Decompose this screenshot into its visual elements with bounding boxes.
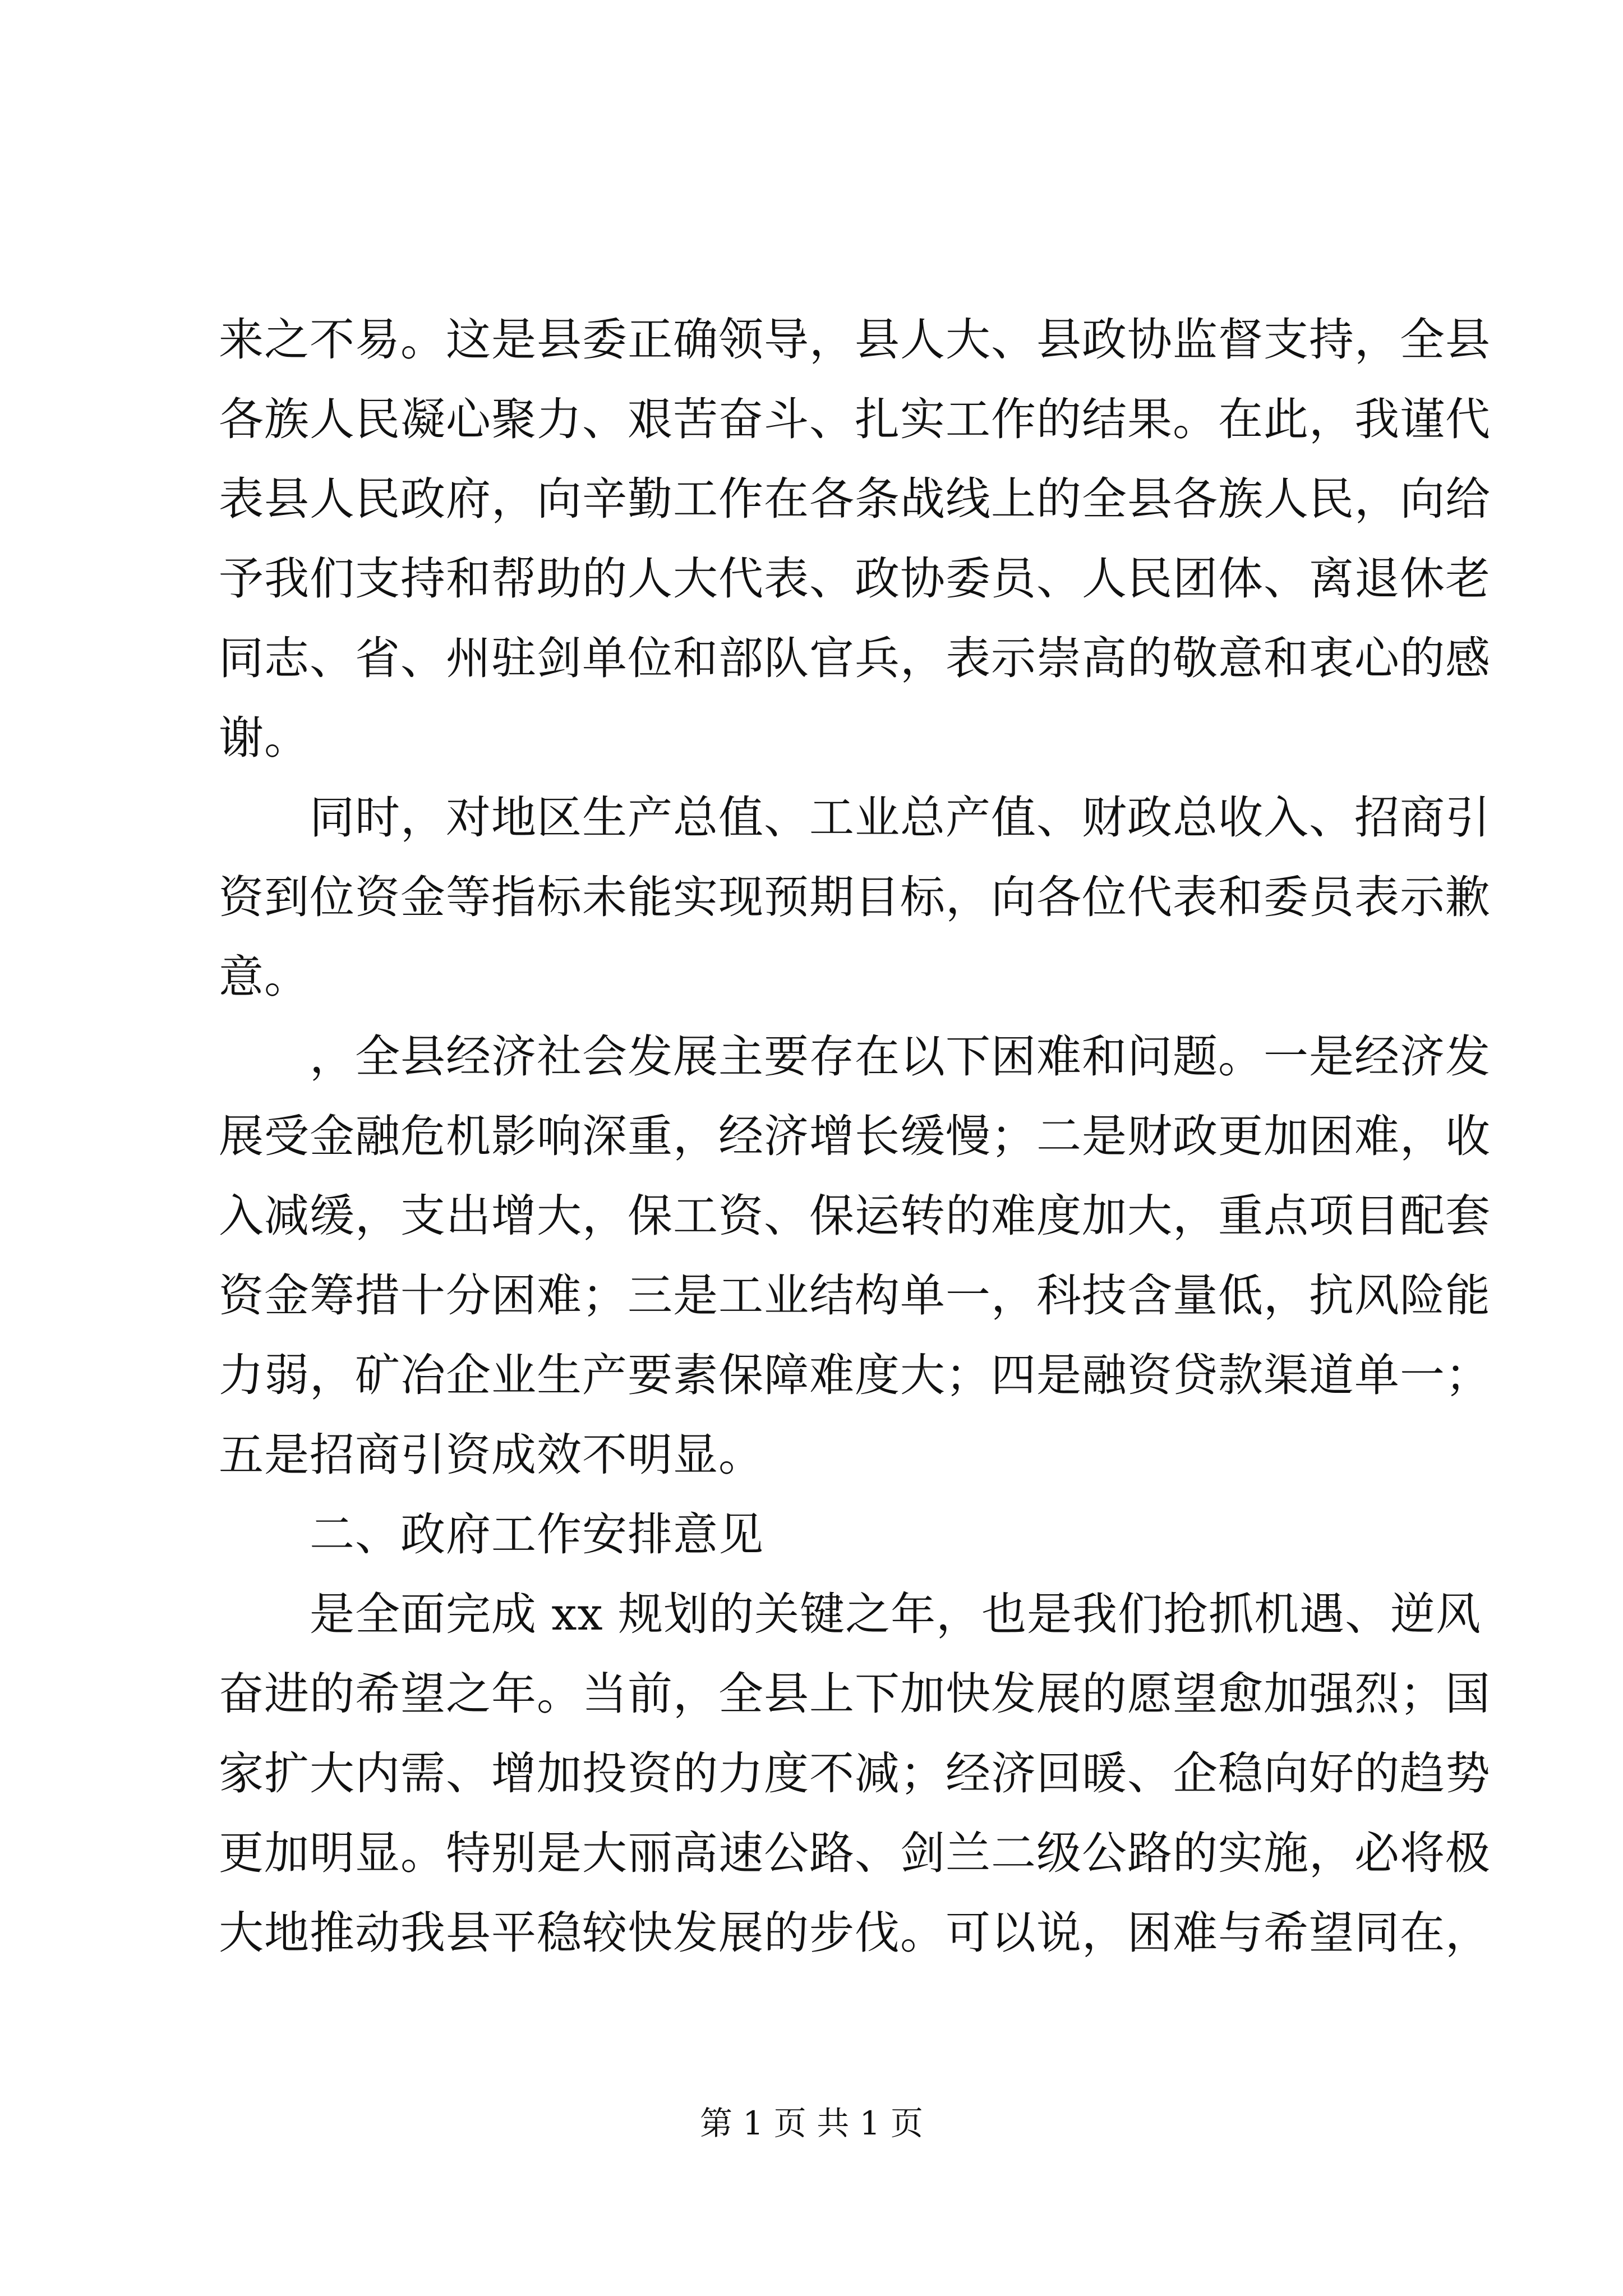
text-line: 展受金融危机影响深重，经济增长缓慢；二是财政更加困难，收 [219,1110,1491,1162]
page-footer: 第 1 页 共 1 页 [700,2104,923,2142]
text-line: 资到位资金等指标未能实现预期目标，向各位代表和委员表示歉 [219,871,1491,923]
text-line: 予我们支持和帮助的人大代表、政协委员、人民团体、离退休老 [219,553,1491,605]
text-line: 同志、省、州驻剑单位和部队官兵，表示崇高的敬意和衷心的感 [219,632,1491,684]
text-line: 力弱，矿冶企业生产要素保障难度大；四是融资贷款渠道单一； [219,1349,1491,1401]
text-line: 是全面完成 xx 规划的关键之年，也是我们抢抓机遇、逆风 [310,1588,1482,1640]
text-line: 意。 [219,951,310,1003]
text-line: ，全县经济社会发展主要存在以下困难和问题。一是经济发 [310,1030,1491,1083]
text-line: 谢。 [219,712,310,764]
text-line: 各族人民凝心聚力、艰苦奋斗、扎实工作的结果。在此，我谨代 [219,393,1491,445]
text-line: 同时，对地区生产总值、工业总产值、财政总收入、招商引 [310,792,1491,844]
text-line: 奋进的希望之年。当前，全县上下加快发展的愿望愈加强烈；国 [219,1668,1491,1720]
text-line: 五是招商引资成效不明显。 [219,1429,764,1481]
text-line: 资金筹措十分困难；三是工业结构单一，科技含量低，抗风险能 [219,1269,1491,1322]
document-body [219,300,1491,1973]
text-line: 表县人民政府，向辛勤工作在各条战线上的全县各族人民，向给 [219,473,1491,525]
text-line: 来之不易。这是县委正确领导，县人大、县政协监督支持，全县 [219,314,1491,366]
text-line: 二、政府工作安排意见 [310,1508,764,1561]
text-line: 家扩大内需、增加投资的力度不减；经济回暖、企稳向好的趋势 [219,1747,1491,1800]
text-line: 更加明显。特别是大丽高速公路、剑兰二级公路的实施，必将极 [219,1827,1491,1879]
text-line: 入减缓，支出增大，保工资、保运转的难度加大，重点项目配套 [219,1190,1491,1242]
text-line: 大地推动我县平稳较快发展的步伐。可以说，困难与希望同在， [219,1907,1491,1959]
